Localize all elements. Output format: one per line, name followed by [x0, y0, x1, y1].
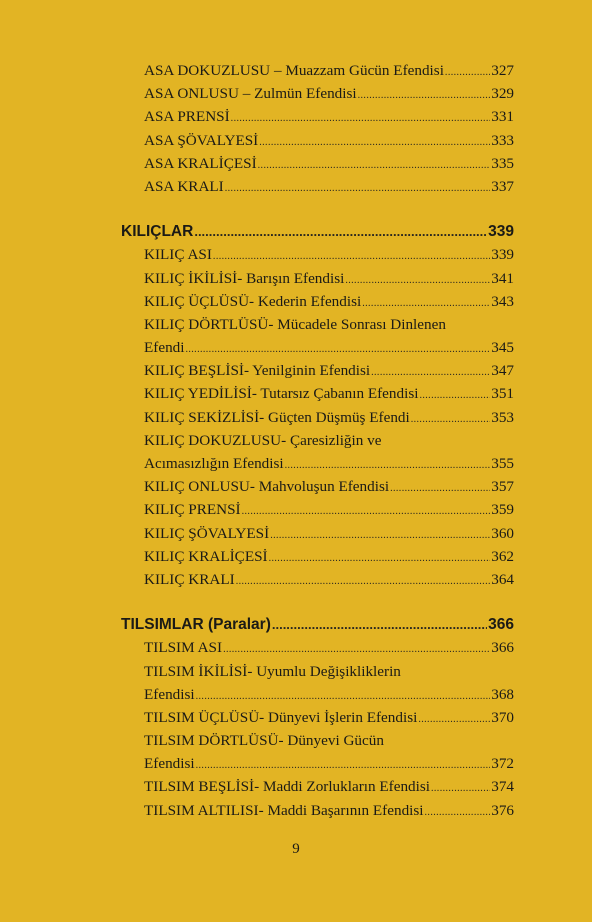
toc-entry-page: 374 — [491, 778, 514, 796]
toc-entry-line[interactable] — [121, 729, 514, 752]
dot-leader — [213, 243, 490, 268]
toc-entry-label: KILIÇ İKİLİSİ- Barışın Efendisi — [144, 269, 345, 287]
dot-leader — [270, 522, 490, 547]
section-heading-label: TILSIMLAR (Paralar) — [121, 616, 271, 634]
toc-entry[interactable] — [121, 82, 514, 105]
toc-entry-page: 353 — [491, 408, 514, 426]
toc-entry-page: 359 — [491, 501, 514, 519]
dot-leader — [194, 220, 487, 243]
toc-entry[interactable] — [121, 775, 514, 798]
dot-leader — [236, 568, 491, 593]
toc-entry-page: 376 — [491, 801, 514, 819]
toc-entry-label: TILSIM ÜÇLÜSÜ- Dünyevi İşlerin Efendisi — [144, 708, 418, 726]
dot-leader — [362, 290, 490, 315]
toc-entry-line[interactable] — [121, 429, 514, 452]
toc-entry-label: TILSIM ALTILISI- Maddi Başarının Efendisi — [144, 801, 424, 819]
toc-entry[interactable] — [121, 475, 514, 498]
dot-leader — [358, 82, 491, 107]
dot-leader — [231, 105, 491, 130]
toc-entry[interactable] — [121, 706, 514, 729]
toc-entry-page: 335 — [491, 154, 514, 172]
toc-entry-continuation: Efendisi — [144, 755, 195, 773]
toc-entry[interactable] — [121, 545, 514, 568]
dot-leader — [272, 613, 487, 636]
dot-leader — [196, 683, 491, 708]
dot-leader — [258, 152, 491, 177]
toc-entry-page: 341 — [491, 269, 514, 287]
toc-entry-label: ASA ONLUSU – Zulmün Efendisi — [144, 85, 357, 103]
toc-entry-line[interactable] — [121, 313, 514, 336]
toc-entry[interactable] — [121, 752, 514, 775]
toc-entry-label: ASA ŞÖVALYESİ — [144, 131, 259, 149]
toc-entry-page: 364 — [491, 570, 514, 588]
toc-entry-page: 329 — [491, 85, 514, 103]
dot-leader — [185, 336, 490, 361]
dot-leader — [390, 475, 490, 500]
toc-entry[interactable] — [121, 498, 514, 521]
dot-leader — [225, 175, 490, 200]
toc-entry[interactable] — [121, 406, 514, 429]
toc-entry-page: 343 — [491, 292, 514, 310]
toc-entry[interactable] — [121, 683, 514, 706]
toc-entry-page: 345 — [491, 339, 514, 357]
toc-entry-label: ASA KRALI — [144, 177, 224, 195]
toc-entry-page: 331 — [491, 108, 514, 126]
toc-entry[interactable] — [121, 152, 514, 175]
toc-section — [121, 220, 514, 591]
section-heading-page: 339 — [488, 223, 514, 241]
toc-entry-page: 366 — [491, 639, 514, 657]
dot-leader — [269, 545, 491, 570]
toc-entry[interactable] — [121, 290, 514, 313]
toc-entry-page: 360 — [491, 524, 514, 542]
toc-section — [121, 59, 514, 198]
toc-entry-label: KILIÇ PRENSİ — [144, 501, 241, 519]
dot-leader — [371, 359, 490, 384]
toc-entry-label: KILIÇ ŞÖVALYESİ — [144, 524, 270, 542]
toc-entry-page: 370 — [491, 708, 514, 726]
toc-entry-continuation: Efendi — [144, 339, 185, 357]
toc-entry-label: KILIÇ YEDİLİSİ- Tutarsız Çabanın Efendisi — [144, 385, 419, 403]
toc-entry[interactable] — [121, 359, 514, 382]
dot-leader — [445, 59, 490, 84]
toc-entry-label: KILIÇ SEKİZLİSİ- Güçten Düşmüş Efendi — [144, 408, 410, 426]
toc-entry[interactable] — [121, 336, 514, 359]
toc-entry[interactable] — [121, 382, 514, 405]
table-of-contents — [121, 59, 514, 822]
toc-entry-label: KILIÇ ÜÇLÜSÜ- Kederin Efendisi — [144, 292, 362, 310]
toc-entry-page: 327 — [491, 62, 514, 79]
toc-entry-label: ASA DOKUZLUSU – Muazzam Gücün Efendisi — [144, 62, 444, 79]
toc-entry-page: 362 — [491, 547, 514, 565]
toc-entry-label: KILIÇ ASI — [144, 246, 212, 264]
toc-entry-label: ASA PRENSİ — [144, 108, 230, 126]
toc-entry[interactable] — [121, 799, 514, 822]
toc-entry-label: ASA KRALİÇESİ — [144, 154, 257, 172]
page-number: 9 — [292, 841, 300, 857]
dot-leader — [411, 406, 490, 431]
toc-entry[interactable] — [121, 59, 514, 82]
toc-entry[interactable] — [121, 129, 514, 152]
toc-entry-page: 337 — [491, 177, 514, 195]
toc-entry-label: TILSIM İKİLİSİ- Uyumlu Değişikliklerin — [144, 662, 401, 680]
dot-leader — [259, 129, 490, 154]
dot-leader — [418, 706, 490, 731]
toc-entry-continuation: Efendisi — [144, 685, 195, 703]
toc-entry-page: 347 — [491, 362, 514, 380]
section-heading-label: KILIÇLAR — [121, 223, 194, 241]
toc-entry[interactable] — [121, 568, 514, 591]
toc-entry-page: 333 — [491, 131, 514, 149]
toc-entry[interactable] — [121, 452, 514, 475]
dot-leader — [431, 775, 490, 800]
section-heading-page: 366 — [488, 616, 514, 634]
toc-entry[interactable] — [121, 243, 514, 266]
toc-entry-label: KILIÇ DOKUZLUSU- Çaresizliğin ve — [144, 431, 382, 449]
toc-entry-page: 339 — [491, 246, 514, 264]
toc-entry[interactable] — [121, 175, 514, 198]
dot-leader — [223, 636, 490, 661]
dot-leader — [345, 267, 490, 292]
toc-entry-line[interactable] — [121, 660, 514, 683]
dot-leader — [196, 752, 491, 777]
toc-entry[interactable] — [121, 267, 514, 290]
toc-entry-label: KILIÇ DÖRTLÜSÜ- Mücadele Sonrası Dinlenen — [144, 315, 446, 333]
toc-entry-page: 355 — [491, 455, 514, 472]
toc-entry-label: TILSIM BEŞLİSİ- Maddi Zorlukların Efendisi — [144, 778, 430, 796]
toc-entry-page: 351 — [491, 385, 514, 403]
dot-leader — [242, 498, 491, 523]
toc-entry-label: KILIÇ ONLUSU- Mahvoluşun Efendisi — [144, 478, 390, 496]
toc-entry-continuation: Acımasızlığın Efendisi — [144, 455, 284, 472]
toc-entry-label: KILIÇ KRALİÇESİ — [144, 547, 268, 565]
toc-entry-label: TILSIM ASI — [144, 639, 223, 657]
toc-entry[interactable] — [121, 105, 514, 128]
toc-entry-label: KILIÇ KRALI — [144, 570, 235, 588]
toc-entry-label: TILSIM DÖRTLÜSÜ- Dünyevi Gücün — [144, 732, 384, 750]
toc-entry[interactable] — [121, 636, 514, 659]
toc-section — [121, 613, 514, 822]
toc-entry-page: 372 — [491, 755, 514, 773]
toc-entry-label: KILIÇ BEŞLİSİ- Yenilginin Efendisi — [144, 362, 371, 380]
toc-entry-page: 368 — [491, 685, 514, 703]
section-heading[interactable] — [121, 613, 514, 636]
dot-leader — [425, 799, 491, 824]
dot-leader — [285, 452, 491, 477]
dot-leader — [419, 382, 490, 407]
toc-entry-page: 357 — [491, 478, 514, 496]
section-heading[interactable] — [121, 220, 514, 243]
toc-entry[interactable] — [121, 522, 514, 545]
